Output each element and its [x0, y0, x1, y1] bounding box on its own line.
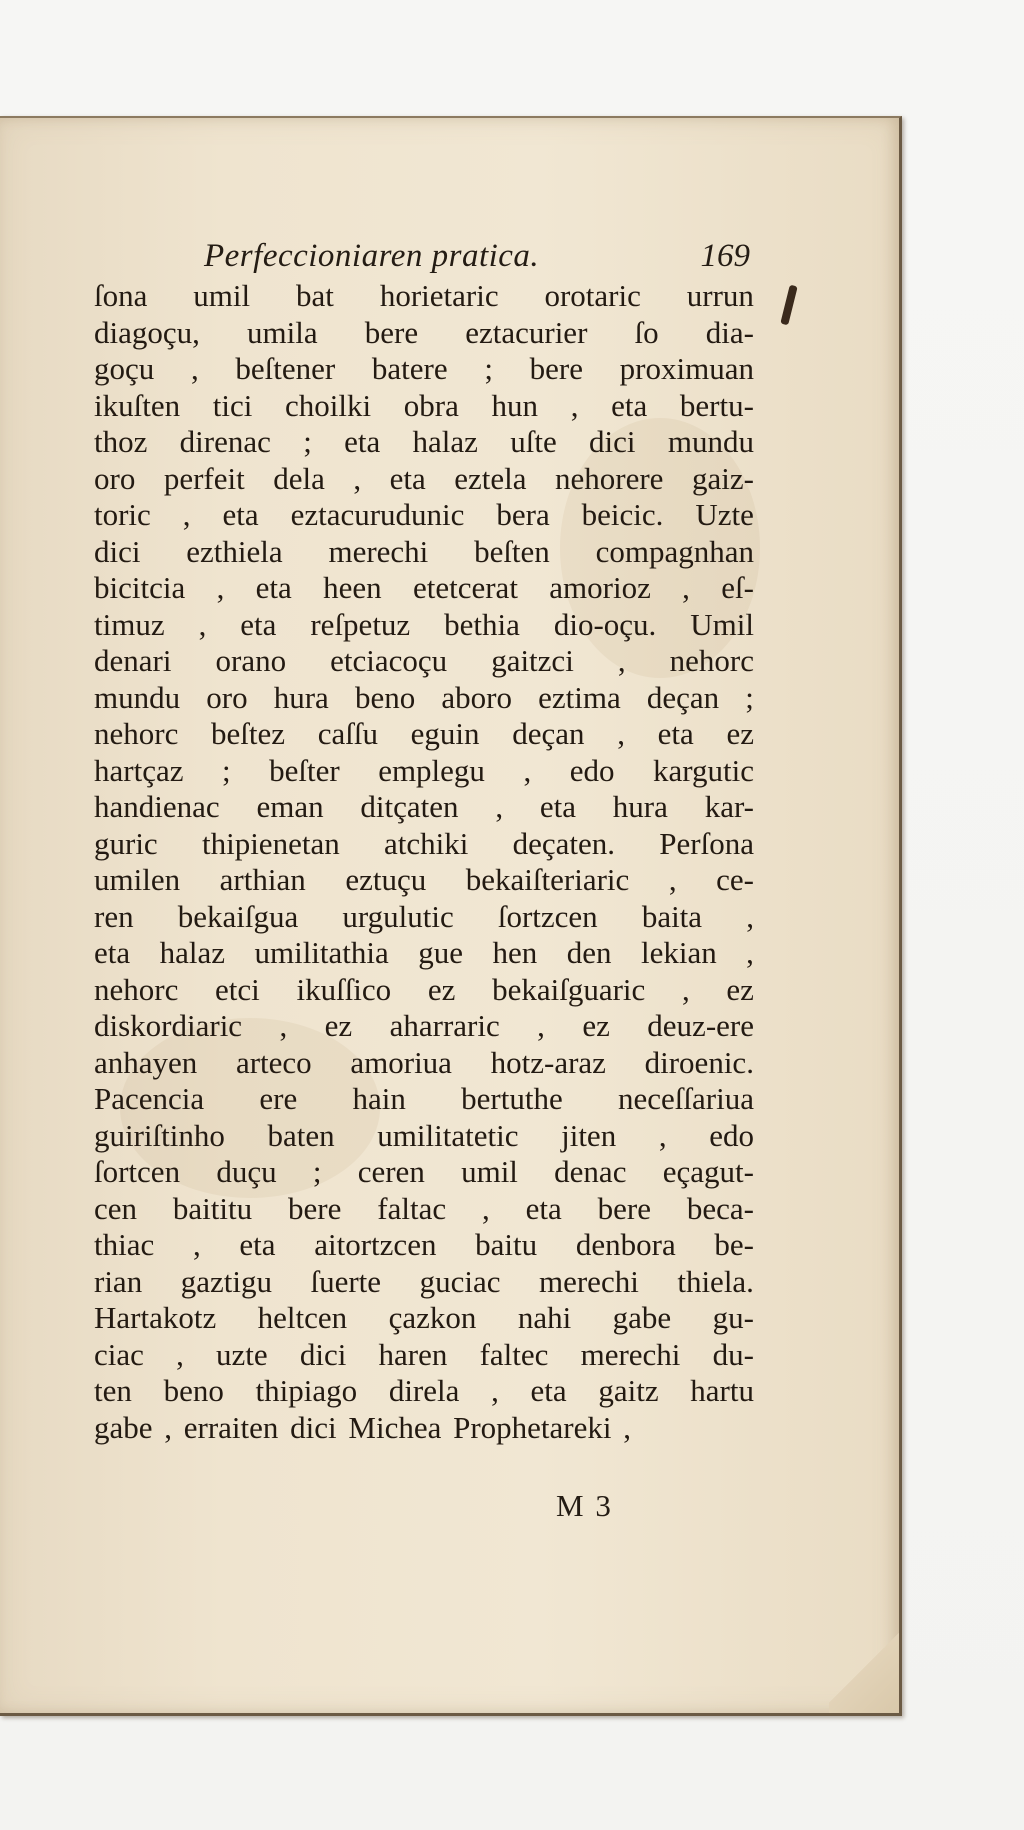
- text-line: Hartakotz heltcen çazkon nahi gabe gu-: [94, 1300, 754, 1335]
- text-line: toric , eta eztacurudunic bera beicic. Uzte: [94, 497, 754, 532]
- text-line: ciac , uzte dici haren faltec merechi du-: [94, 1336, 754, 1372]
- text-line: ren bekaiſgua urgulutic ſortzcen baita ,: [94, 898, 754, 934]
- text-line: mundu oro hura beno aboro eztima deçan ;: [94, 679, 754, 715]
- text-line: diagoçu, umila bere eztacurier ſo dia-: [94, 314, 754, 350]
- text-line: nehorc beſtez caſſu eguin deçan , eta ez: [94, 716, 754, 751]
- text-line: ſona umil bat horietaric orotaric urrun: [94, 278, 754, 313]
- text-line: gabe , erraiten dici Michea Prophetareki ,: [94, 1409, 631, 1445]
- text-line: ten beno thipiago direla , eta gaitz hartu: [94, 1373, 754, 1408]
- text-line: oro perfeit dela , eta eztela nehorere gaiz-: [94, 460, 754, 496]
- text-line: guric thipienetan atchiki deçaten. Perſona: [94, 825, 754, 861]
- folded-corner: [829, 1623, 899, 1713]
- text-line: handienac eman ditçaten , eta hura kar-: [94, 789, 754, 824]
- text-line: umilen arthian eztuçu bekaiſteriaric , ce-: [94, 862, 754, 897]
- body-text: [94, 278, 754, 1446]
- text-line: rian gaztigu ſuerte guciac merechi thiela.: [94, 1263, 754, 1299]
- text-line: nehorc etci ikuſſico ez bekaiſguaric , ez: [94, 971, 754, 1007]
- page-header: [204, 238, 750, 278]
- text-line: denari orano etciacoçu gaitzci , nehorc: [94, 643, 754, 678]
- text-line: timuz , eta reſpetuz bethia dio-oçu. Umil: [94, 606, 754, 642]
- text-line: diskordiaric , ez aharraric , ez deuz-ere: [94, 1008, 754, 1043]
- page-number: 169: [700, 238, 750, 274]
- text-line: cen baititu bere faltac , eta bere beca-: [94, 1190, 754, 1226]
- text-line: anhayen arteco amoriua hotz-araz diroenic.: [94, 1044, 754, 1080]
- text-line: Pacencia ere hain bertuthe neceſſariua: [94, 1081, 754, 1116]
- text-line: thiac , eta aitortzcen baitu denbora be-: [94, 1227, 754, 1262]
- text-line: goçu , beſtener batere ; bere proximuan: [94, 351, 754, 386]
- text-line: ikuſten tici choilki obra hun , eta bertu-: [94, 387, 754, 423]
- text-line: guiriſtinho baten umilitatetic jiten , edo: [94, 1117, 754, 1153]
- text-line: thoz direnac ; eta halaz uſte dici mundu: [94, 424, 754, 459]
- signature-mark: M 3: [556, 1488, 613, 1523]
- text-line: hartçaz ; beſter emplegu , edo kargutic: [94, 752, 754, 788]
- text-line: dici ezthiela merechi beſten compagnhan: [94, 533, 754, 569]
- text-line: eta halaz umilitathia gue hen den lekian ,: [94, 935, 754, 970]
- text-line: bicitcia , eta heen etetcerat amorioz , eſ-: [94, 570, 754, 605]
- text-line: ſortcen duçu ; ceren umil denac eçagut-: [94, 1154, 754, 1189]
- running-title: Perfeccioniaren pratica.: [204, 238, 540, 274]
